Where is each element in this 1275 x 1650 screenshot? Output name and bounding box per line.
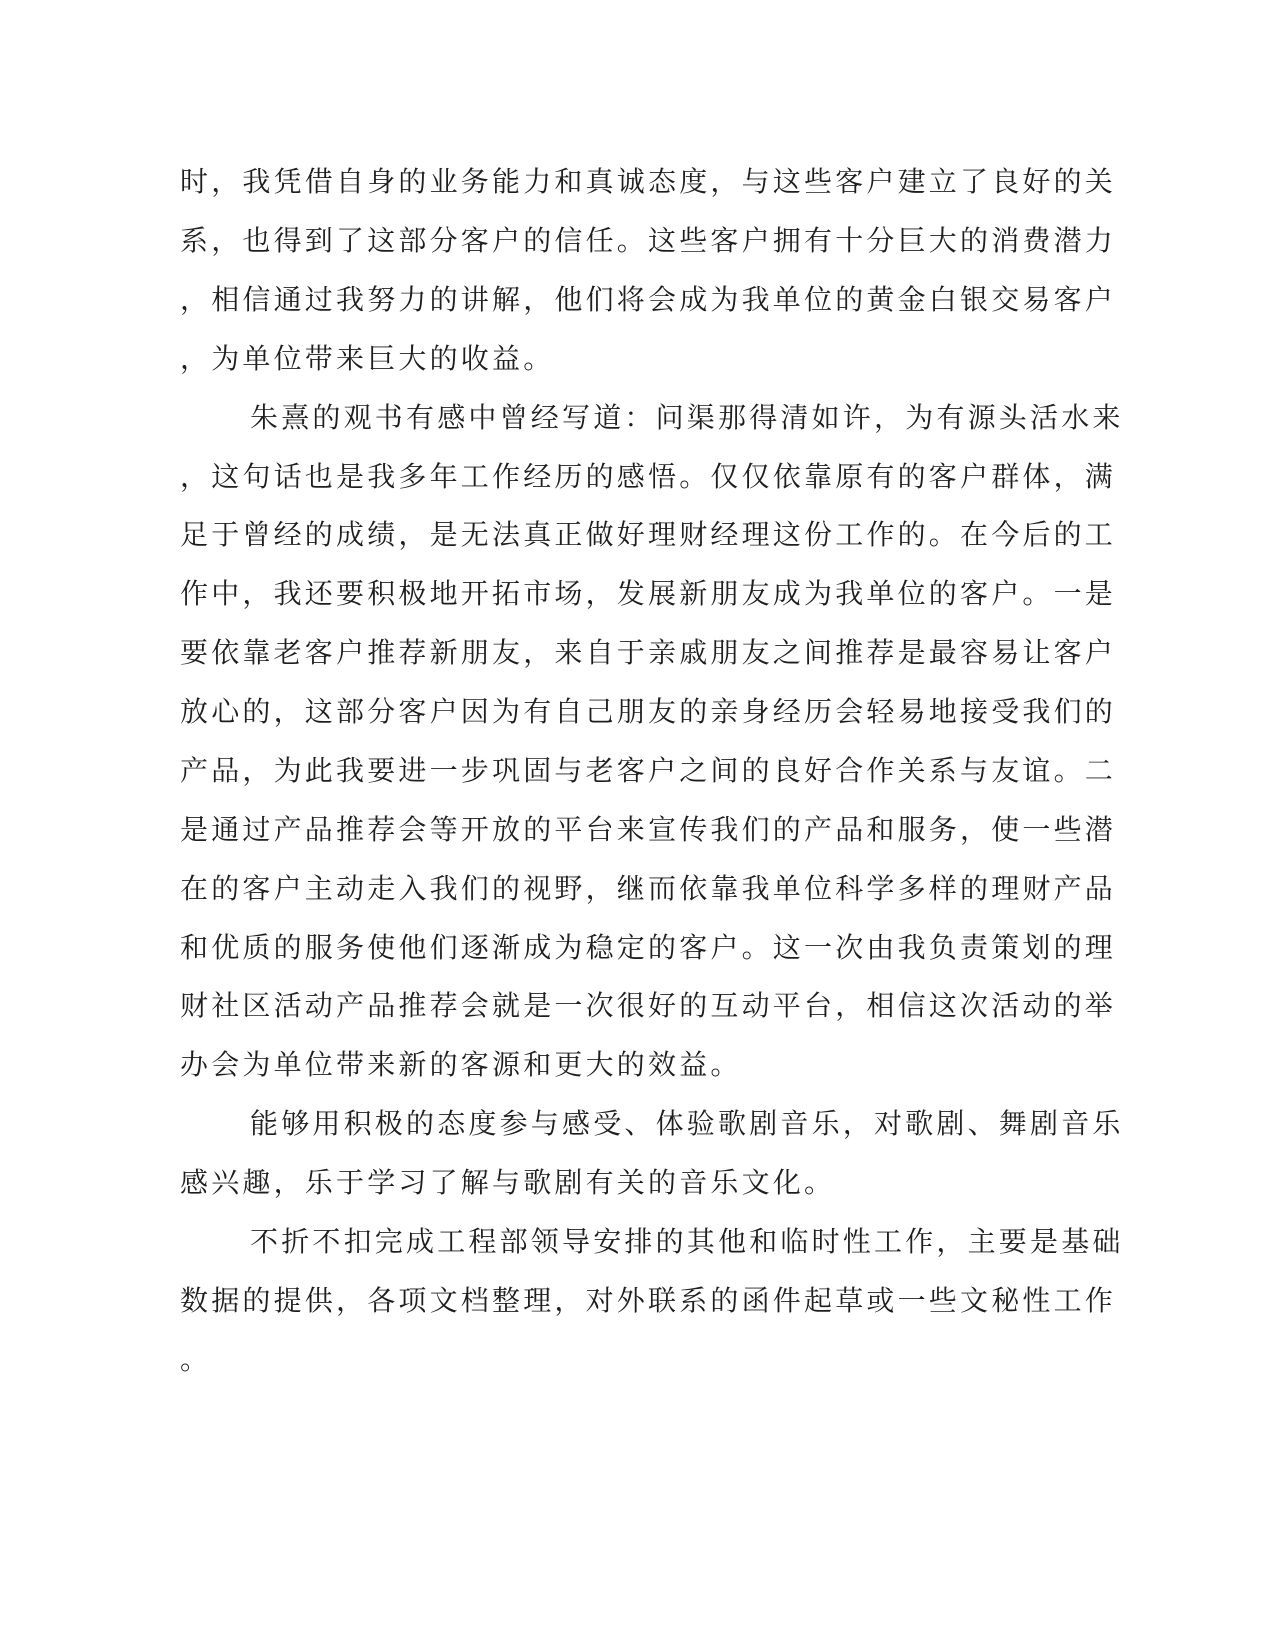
text-line: 时，我凭借自身的业务能力和真诚态度，与这些客户建立了良好的关 [180, 165, 1117, 198]
text-line: 感兴趣，乐于学习了解与歌剧有关的音乐文化。 [180, 1166, 836, 1199]
text-line: 作中，我还要积极地开拓市场，发展新朋友成为我单位的客户。一是 [180, 577, 1117, 610]
text-line: 朱熹的观书有感中曾经写道：问渠那得清如许，为有源头活水来 [250, 401, 1124, 434]
text-line: 和优质的服务使他们逐渐成为稳定的客户。这一次由我负责策划的理 [180, 931, 1117, 964]
text-line: ，这句话也是我多年工作经历的感悟。仅仅依靠原有的客户群体，满 [180, 460, 1117, 493]
text-line: 办会为单位带来新的客源和更大的效益。 [180, 1048, 742, 1081]
text-line: 不折不扣完成工程部领导安排的其他和临时性工作，主要是基础 [250, 1225, 1124, 1258]
text-line: ，为单位带来巨大的收益。 [180, 342, 555, 375]
text-line: 足于曾经的成绩，是无法真正做好理财经理这份工作的。在今后的工 [180, 518, 1117, 551]
text-line: 。 [180, 1343, 212, 1376]
text-line: 放心的，这部分客户因为有自己朋友的亲身经历会轻易地接受我们的 [180, 695, 1117, 728]
text-line: 要依靠老客户推荐新朋友，来自于亲戚朋友之间推荐是最容易让客户 [180, 636, 1117, 669]
text-line: 是通过产品推荐会等开放的平台来宣传我们的产品和服务，使一些潜 [180, 813, 1117, 846]
text-line: 能够用积极的态度参与感受、体验歌剧音乐，对歌剧、舞剧音乐 [250, 1107, 1124, 1140]
text-line: ，相信通过我努力的讲解，他们将会成为我单位的黄金白银交易客户 [180, 283, 1117, 316]
text-line: 产品，为此我要进一步巩固与老客户之间的良好合作关系与友谊。二 [180, 754, 1117, 787]
text-line: 在的客户主动走入我们的视野，继而依靠我单位科学多样的理财产品 [180, 872, 1117, 905]
text-line: 系，也得到了这部分客户的信任。这些客户拥有十分巨大的消费潜力 [180, 224, 1117, 257]
text-line: 数据的提供，各项文档整理，对外联系的函件起草或一些文秘性工作 [180, 1284, 1117, 1317]
text-line: 财社区活动产品推荐会就是一次很好的互动平台，相信这次活动的举 [180, 989, 1117, 1022]
